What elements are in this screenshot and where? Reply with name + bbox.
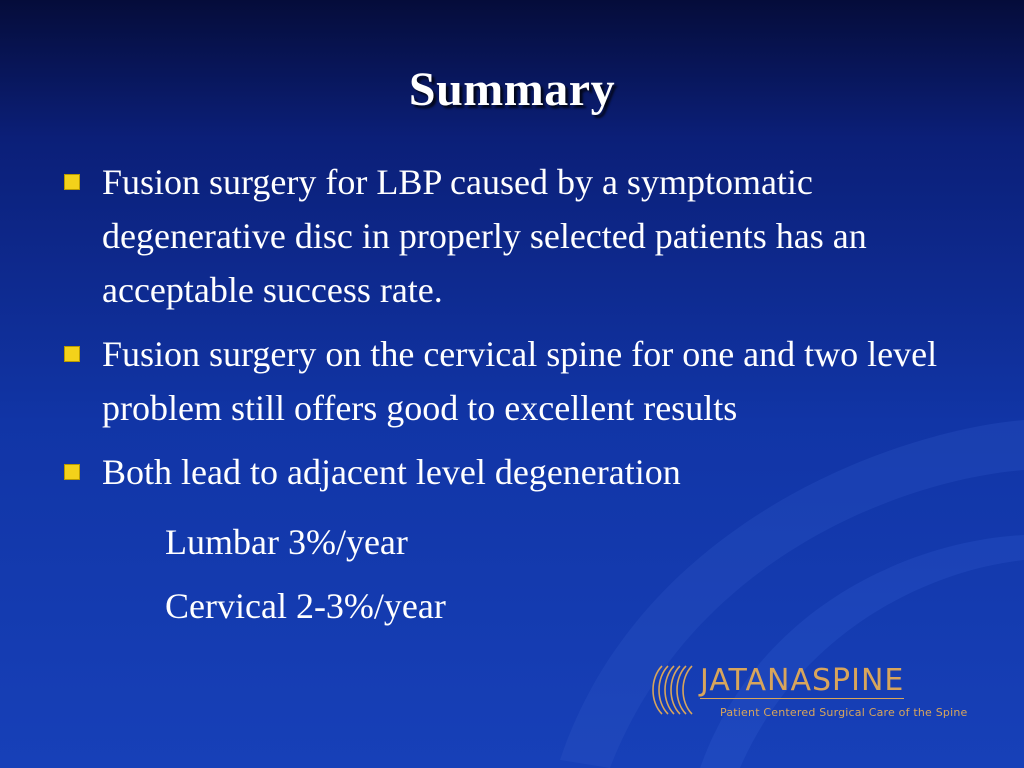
bullet-text: Both lead to adjacent level degeneration [102,452,681,492]
slide-content [60,155,980,629]
logo-tagline: Patient Centered Surgical Care of the Spine [720,706,968,719]
sub-item-lumbar: Lumbar 3%/year [165,522,408,562]
jatanaspine-logo [648,660,978,730]
square-bullet-icon [64,174,80,190]
bullet-item [60,155,980,317]
bullet-text: Fusion surgery for LBP caused by a symptomatic degenerative disc in properly selected patients has an acceptable success rate. [102,162,867,310]
bullet-text: Fusion surgery on the cervical spine for one and two level problem still offers good to excellent results [102,334,938,428]
slide-title: Summary [408,63,616,116]
spine-rings-icon [648,660,708,720]
square-bullet-icon [64,346,80,362]
logo-name: JATANASPINE [700,663,905,698]
bullet-item [60,327,980,435]
square-bullet-icon [64,464,80,480]
sub-item-cervical: Cervical 2-3%/year [165,586,446,626]
bullet-item [60,445,980,499]
